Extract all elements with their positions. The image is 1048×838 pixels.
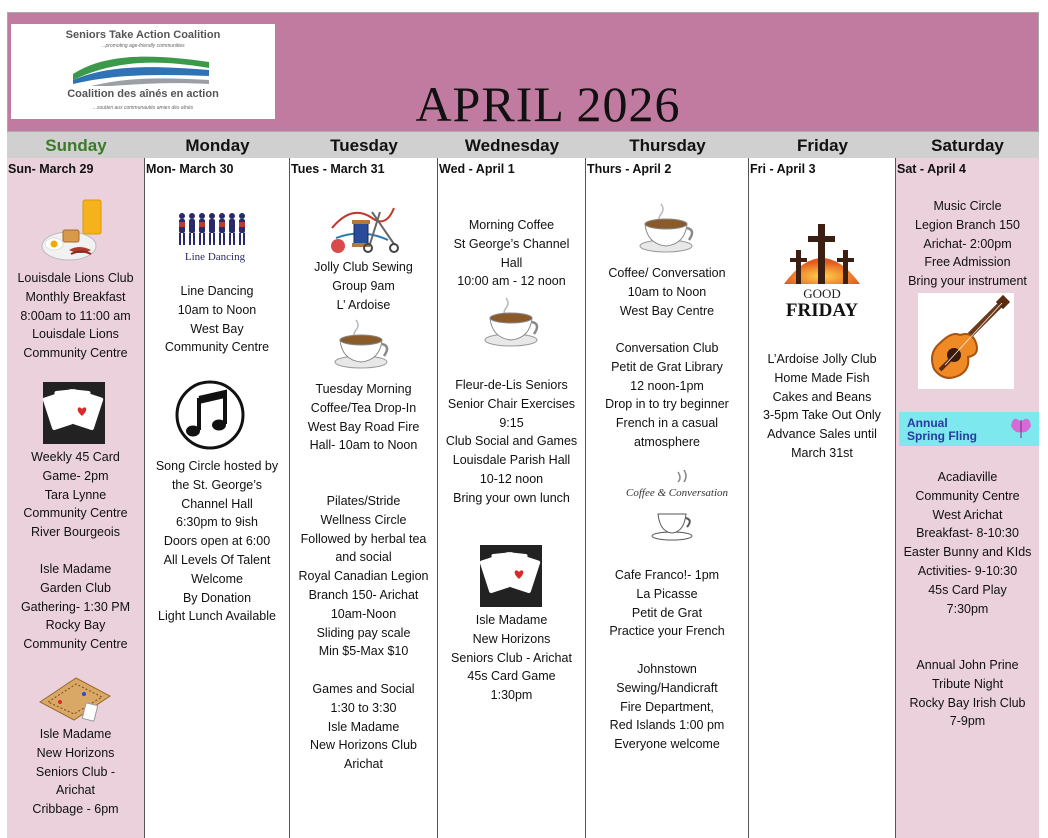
event-text-line: 1:30pm [490, 688, 533, 703]
logo-tagline-fr: ...soutien aux communautés amies des aînés [92, 105, 194, 111]
event-text-line: Arichat [344, 757, 383, 772]
event-line-dancing [145, 282, 289, 357]
ukulele-icon [918, 293, 1014, 389]
event-text-line: 10am to Noon [177, 302, 257, 317]
music-note-icon [175, 376, 245, 454]
event-text-line: Weekly 45 Card [31, 450, 120, 464]
event-text-line: Games and Social [312, 682, 415, 696]
event-text-line: 12 noon-1pm [630, 378, 704, 393]
event-fish-cakes [749, 350, 895, 463]
date-label: Fri - April 3 [750, 162, 816, 176]
event-text-line: Cafe Franco!- 1pm [614, 568, 720, 582]
event-garden-club [7, 560, 144, 654]
event-fleur-de-lis [438, 376, 585, 508]
event-text-line: Song Circle hosted by [155, 459, 279, 473]
event-text-line: Music Circle [933, 199, 1002, 213]
event-text-line: Community Centre [23, 346, 128, 361]
event-text-line: Hall [500, 255, 523, 270]
logo-waves-icon [71, 52, 211, 86]
event-text-line: Legion Branch 150 [915, 217, 1020, 232]
spring-fling-banner-icon [899, 412, 1039, 446]
event-text-line: Arichat- 2:00pm [923, 236, 1012, 251]
event-text-line: Doors open at 6:00 [163, 534, 271, 549]
day-cell-saturday [896, 158, 1039, 838]
logo-tagline-en: ...promoting age-friendly communities [101, 43, 185, 49]
event-text-line: Free Admission [924, 255, 1011, 270]
date-label: Sun- March 29 [8, 162, 94, 176]
event-text-line: Tuesday Morning [315, 382, 412, 396]
date-label: Tues - March 31 [291, 162, 385, 176]
event-text-line: 6:30pm to 9ish [176, 515, 258, 530]
event-text-line: 1:30 to 3:30 [330, 700, 397, 715]
event-text-line: Seniors Club - [35, 764, 116, 779]
event-song-circle [145, 457, 289, 626]
event-text-line: Community Centre [23, 506, 128, 521]
event-text-line: Drop in to try beginner [605, 397, 729, 412]
event-text-line: Rocky Bay Irish Club [909, 695, 1026, 710]
event-tuesday-coffee [290, 380, 437, 455]
spring-fling-caption-1: Annual [907, 416, 948, 430]
event-coffee-conversation [586, 264, 748, 320]
event-text-line: 7:30pm [946, 601, 989, 616]
event-text-line: Home Made Fish [774, 370, 870, 385]
playing-cards-icon [480, 545, 542, 607]
event-morning-coffee [438, 216, 585, 291]
event-johnstown-sewing [586, 660, 748, 754]
coffee-conversation-icon [622, 470, 729, 544]
event-text-line: 45s Card Play [928, 582, 1007, 597]
event-text-line: New Horizons [36, 745, 115, 760]
event-text-line: La Picasse [636, 586, 698, 601]
event-conversation-club [586, 339, 748, 452]
header-friday: Friday [796, 136, 849, 155]
event-text-line: L’ Ardoise [336, 297, 391, 312]
event-text-line: 3-5pm Take Out Only [763, 408, 881, 423]
event-text-line: Sewing/Handicraft [616, 680, 718, 695]
event-text-line: Arichat [56, 783, 95, 798]
event-text-line: Coffee/Tea Drop-In [310, 400, 417, 415]
event-text-line: Red Islands 1:00 pm [609, 718, 725, 733]
event-text-line: Breakfast- 8-10:30 [916, 526, 1019, 541]
event-text-line: Everyone welcome [614, 737, 720, 752]
event-text-line: Line Dancing [180, 284, 254, 298]
coalition-logo [11, 24, 275, 119]
event-text-line: New Horizons Club [310, 738, 417, 753]
coffee-cup-icon [332, 318, 392, 370]
event-text-line: French in a casual [615, 416, 719, 431]
event-text-line: Petit de Grat [631, 605, 703, 620]
event-text-line: Fleur-de-Lis Seniors [455, 378, 568, 392]
event-text-line: Community Centre [915, 488, 1020, 503]
event-text-line: Advance Sales until [767, 427, 877, 442]
event-45s-card-game [438, 611, 585, 705]
header-sunday: Sunday [45, 136, 107, 155]
event-text-line: Petit de Grat Library [611, 359, 723, 374]
header-saturday: Saturday [931, 136, 1004, 155]
event-text-line: Community Centre [23, 637, 128, 652]
logo-name-fr: Coalition des aînés en action [67, 88, 219, 100]
event-text-line: Rocky Bay [45, 618, 106, 633]
event-jolly-sewing [290, 258, 437, 314]
good-friday-caption-1: GOOD [803, 286, 841, 301]
event-text-line: Tara Lynne [44, 487, 107, 502]
header-wednesday: Wednesday [464, 136, 560, 155]
event-text-line: Cribbage - 6pm [32, 802, 119, 817]
event-john-prine [896, 656, 1039, 731]
event-text-line: Followed by herbal tea [300, 531, 427, 546]
day-cell-wednesday [438, 158, 586, 838]
event-lions-breakfast [7, 269, 144, 363]
event-text-line: Isle Madame [475, 613, 548, 627]
event-text-line: and social [335, 550, 392, 565]
event-cafe-franco [586, 566, 748, 641]
event-text-line: Jolly Club Sewing [314, 260, 413, 274]
event-text-line: Community Centre [164, 340, 270, 355]
event-text-line: All Levels Of Talent [163, 552, 271, 567]
event-text-line: 10am-Noon [330, 606, 397, 621]
date-label: Wed - April 1 [439, 162, 515, 176]
event-text-line: Seniors Club - Arichat [451, 650, 572, 665]
event-text-line: Isle Madame [39, 727, 112, 741]
calendar-week-grid [7, 158, 1039, 838]
event-text-line: Sliding pay scale [316, 625, 411, 640]
event-text-line: Louisdale Parish Hall [452, 453, 571, 468]
event-pilates [290, 492, 437, 661]
line-dancing-caption: Line Dancing [184, 251, 246, 263]
day-cell-monday [145, 158, 290, 838]
day-cell-tuesday [290, 158, 438, 838]
event-text-line: 45s Card Game [467, 669, 556, 684]
event-acadiaville [896, 468, 1039, 618]
playing-cards-icon [43, 382, 105, 444]
cribbage-board-icon [36, 672, 114, 722]
event-text-line: the St. George’s [171, 477, 263, 492]
coffee-cup-icon [637, 202, 697, 254]
event-text-line: West Bay Centre [619, 303, 715, 318]
event-text-line: Group 9am [332, 278, 395, 293]
event-text-line: Fire Department, [620, 699, 714, 714]
breakfast-icon [39, 198, 111, 264]
event-music-circle [896, 197, 1039, 291]
event-text-line: Monthly Breakfast [25, 289, 126, 304]
event-text-line: Acadiaville [937, 470, 998, 484]
event-45-card-game [7, 448, 144, 542]
line-dancing-icon [175, 208, 255, 268]
calendar-title: APRIL 2026 [415, 76, 681, 132]
event-text-line: Easter Bunny and KIds [903, 545, 1032, 560]
calendar-banner [7, 12, 1039, 132]
sewing-kit-icon [326, 198, 398, 256]
event-text-line: Louisdale Lions Club [17, 271, 134, 285]
event-text-line: Pilates/Stride [326, 494, 401, 508]
event-text-line: Tribute Night [931, 676, 1004, 691]
event-text-line: 8:00am to 11:00 am [20, 308, 131, 323]
date-label: Thurs - April 2 [587, 162, 672, 176]
event-text-line: Senior Chair Exercises [447, 396, 576, 411]
day-cell-sunday [7, 158, 145, 838]
event-text-line: Louisdale Lions [32, 327, 119, 342]
event-text-line: Wellness Circle [320, 512, 407, 527]
event-text-line: River Bourgeois [31, 525, 120, 540]
event-text-line: Royal Canadian Legion [298, 569, 429, 584]
day-cell-thursday [586, 158, 749, 838]
event-text-line: Annual John Prine [916, 658, 1019, 672]
event-text-line: Bring your instrument [908, 274, 1027, 289]
header-thursday: Thursday [629, 136, 706, 155]
event-text-line: Channel Hall [181, 496, 253, 511]
weekday-header-row [7, 132, 1039, 158]
event-text-line: Garden Club [40, 580, 111, 595]
event-text-line: Min $5-Max $10 [318, 644, 409, 659]
spring-fling-caption-2: Spring Fling [907, 429, 977, 443]
event-text-line: Johnstown [637, 662, 697, 676]
date-label: Sat - April 4 [897, 162, 966, 176]
event-text-line: Gathering- 1:30 PM [20, 599, 131, 614]
event-cribbage [7, 725, 144, 819]
coffee-cup-icon [482, 296, 542, 348]
event-text-line: Activities- 9-10:30 [917, 563, 1018, 578]
event-text-line: March 31st [791, 445, 853, 460]
event-text-line: Cakes and Beans [772, 389, 872, 404]
event-text-line: atmosphere [633, 434, 700, 449]
header-tuesday: Tuesday [330, 136, 398, 155]
event-text-line: Branch 150- Arichat [308, 587, 419, 602]
event-text-line: New Horizons [472, 631, 551, 646]
event-text-line: L’Ardoise Jolly Club [767, 352, 877, 366]
event-text-line: West Bay Road Fire [307, 419, 420, 434]
good-friday-crosses-icon [774, 222, 870, 322]
event-text-line: Isle Madame [39, 562, 112, 576]
event-text-line: 7-9pm [949, 714, 986, 729]
coffee-conversation-caption: Coffee & Conversation [626, 487, 729, 499]
event-text-line: Welcome [191, 571, 243, 586]
event-text-line: By Donation [182, 590, 252, 605]
event-text-line: Isle Madame [327, 719, 400, 734]
event-text-line: Club Social and Games [445, 434, 578, 449]
event-text-line: St George’s Channel [453, 236, 570, 251]
logo-name-en: Seniors Take Action Coalition [65, 29, 221, 41]
event-text-line: Light Lunch Available [158, 609, 276, 624]
header-monday: Monday [185, 136, 250, 155]
event-text-line: Hall- 10am to Noon [309, 438, 418, 453]
event-text-line: West Arichat [932, 507, 1003, 522]
event-text-line: Coffee/ Conversation [608, 266, 726, 280]
event-text-line: 10:00 am - 12 noon [457, 274, 566, 289]
event-text-line: Morning Coffee [468, 218, 555, 232]
event-text-line: 10-12 noon [479, 471, 544, 486]
good-friday-caption-2: FRIDAY [785, 300, 859, 321]
event-text-line: West Bay [190, 321, 244, 336]
event-text-line: Bring your own lunch [453, 490, 570, 505]
date-label: Mon- March 30 [146, 162, 234, 176]
event-text-line: Game- 2pm [42, 468, 109, 483]
event-games-social [290, 680, 437, 774]
event-text-line: Practice your French [609, 624, 725, 639]
event-text-line: 10am to Noon [627, 284, 707, 299]
event-text-line: Conversation Club [615, 341, 719, 355]
event-text-line: 9:15 [499, 415, 524, 430]
day-cell-friday [749, 158, 896, 838]
